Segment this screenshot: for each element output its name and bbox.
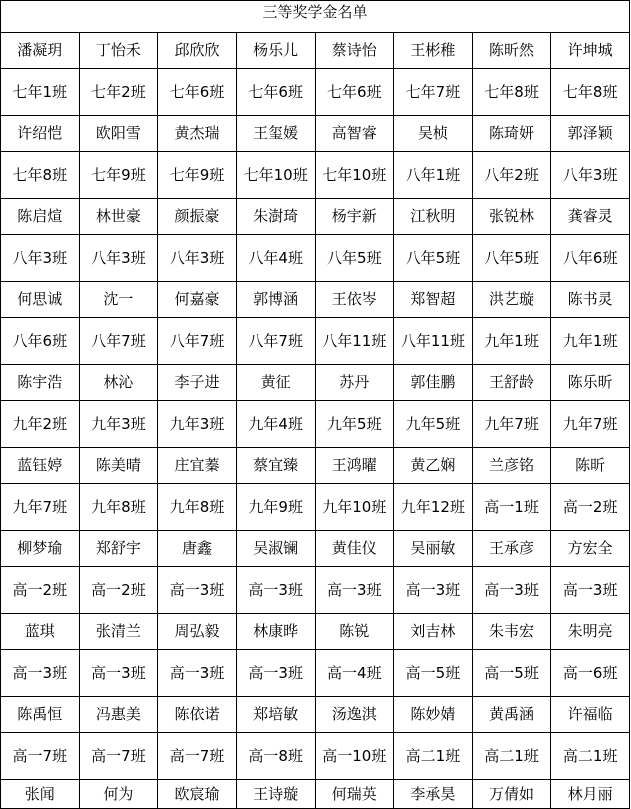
class-cell: 高一6班 <box>551 650 630 697</box>
class-cell: 高一8班 <box>236 733 315 780</box>
class-cell: 八年7班 <box>236 318 315 365</box>
name-row <box>1 448 630 484</box>
student-name-cell: 李承昊 <box>394 780 473 809</box>
class-cell: 九年5班 <box>315 401 394 448</box>
student-name-cell: 何思诚 <box>1 282 80 318</box>
student-name-cell: 何为 <box>79 780 158 809</box>
student-name-cell: 林沁 <box>79 365 158 401</box>
student-name-cell: 王玺媛 <box>236 116 315 152</box>
student-name-cell: 陈锐 <box>315 614 394 650</box>
name-row <box>1 116 630 152</box>
class-row <box>1 152 630 199</box>
name-row <box>1 531 630 567</box>
class-cell: 高一3班 <box>472 567 551 614</box>
class-cell: 七年8班 <box>551 69 630 116</box>
name-row <box>1 780 630 809</box>
class-cell: 七年7班 <box>394 69 473 116</box>
student-name-cell: 汤逸淇 <box>315 697 394 733</box>
class-cell: 七年6班 <box>236 69 315 116</box>
class-cell: 高一3班 <box>236 567 315 614</box>
student-name-cell: 陈昕 <box>551 448 630 484</box>
student-name-cell: 龚睿灵 <box>551 199 630 235</box>
class-cell: 高二1班 <box>472 733 551 780</box>
class-row <box>1 318 630 365</box>
student-name-cell: 庄宜蓁 <box>158 448 237 484</box>
student-name-cell: 陈乐昕 <box>551 365 630 401</box>
class-cell: 高一7班 <box>1 733 80 780</box>
class-cell: 九年3班 <box>158 401 237 448</box>
student-name-cell: 吴淑镧 <box>236 531 315 567</box>
class-cell: 七年9班 <box>158 152 237 199</box>
class-cell: 九年2班 <box>1 401 80 448</box>
student-name-cell: 何瑞英 <box>315 780 394 809</box>
class-cell: 高一5班 <box>472 650 551 697</box>
class-cell: 七年6班 <box>315 69 394 116</box>
class-cell: 高一7班 <box>79 733 158 780</box>
student-name-cell: 陈禹恒 <box>1 697 80 733</box>
student-name-cell: 颜振豪 <box>158 199 237 235</box>
class-cell: 高一10班 <box>315 733 394 780</box>
student-name-cell: 蔡诗怡 <box>315 33 394 69</box>
student-name-cell: 欧宸瑜 <box>158 780 237 809</box>
student-name-cell: 陈宇浩 <box>1 365 80 401</box>
class-cell: 高一2班 <box>551 484 630 531</box>
student-name-cell: 张锐林 <box>472 199 551 235</box>
class-cell: 高一3班 <box>236 650 315 697</box>
student-name-cell: 兰彦铭 <box>472 448 551 484</box>
student-name-cell: 方宏全 <box>551 531 630 567</box>
student-name-cell: 沈一 <box>79 282 158 318</box>
student-name-cell: 郭博涵 <box>236 282 315 318</box>
student-name-cell: 林世豪 <box>79 199 158 235</box>
student-name-cell: 王鸿曜 <box>315 448 394 484</box>
student-name-cell: 刘吉林 <box>394 614 473 650</box>
student-name-cell: 陈启煊 <box>1 199 80 235</box>
student-name-cell: 陈昕然 <box>472 33 551 69</box>
student-name-cell: 陈依诺 <box>158 697 237 733</box>
class-cell: 七年8班 <box>1 152 80 199</box>
student-name-cell: 吴丽敏 <box>394 531 473 567</box>
class-cell: 八年3班 <box>158 235 237 282</box>
class-cell: 高二1班 <box>394 733 473 780</box>
class-cell: 九年8班 <box>79 484 158 531</box>
table-body <box>1 1 630 809</box>
student-name-cell: 郑培敏 <box>236 697 315 733</box>
student-name-cell: 黄征 <box>236 365 315 401</box>
class-cell: 九年9班 <box>236 484 315 531</box>
student-name-cell: 许福临 <box>551 697 630 733</box>
title-row <box>1 1 630 33</box>
class-cell: 高一1班 <box>472 484 551 531</box>
class-cell: 八年6班 <box>1 318 80 365</box>
class-cell: 八年1班 <box>394 152 473 199</box>
student-name-cell: 许坤城 <box>551 33 630 69</box>
class-cell: 八年2班 <box>472 152 551 199</box>
student-name-cell: 王舒龄 <box>472 365 551 401</box>
name-row <box>1 199 630 235</box>
student-name-cell: 吴桢 <box>394 116 473 152</box>
student-name-cell: 洪艺璇 <box>472 282 551 318</box>
class-row <box>1 650 630 697</box>
student-name-cell: 欧阳雪 <box>79 116 158 152</box>
class-cell: 七年6班 <box>158 69 237 116</box>
student-name-cell: 蓝琪 <box>1 614 80 650</box>
student-name-cell: 蔡宜臻 <box>236 448 315 484</box>
student-name-cell: 林月丽 <box>551 780 630 809</box>
class-cell: 七年10班 <box>315 152 394 199</box>
class-cell: 九年7班 <box>551 401 630 448</box>
student-name-cell: 何嘉豪 <box>158 282 237 318</box>
class-cell: 高一3班 <box>79 650 158 697</box>
class-cell: 高一3班 <box>551 567 630 614</box>
class-cell: 九年1班 <box>551 318 630 365</box>
student-name-cell: 朱韦宏 <box>472 614 551 650</box>
student-name-cell: 苏丹 <box>315 365 394 401</box>
student-name-cell: 黄乙娴 <box>394 448 473 484</box>
class-cell: 高一7班 <box>158 733 237 780</box>
class-cell: 八年4班 <box>236 235 315 282</box>
class-cell: 高一5班 <box>394 650 473 697</box>
student-name-cell: 郑智超 <box>394 282 473 318</box>
class-cell: 八年3班 <box>1 235 80 282</box>
class-cell: 八年11班 <box>394 318 473 365</box>
student-name-cell: 柳梦瑜 <box>1 531 80 567</box>
table-title: 三等奖学金名单 <box>1 1 630 33</box>
class-row <box>1 567 630 614</box>
student-name-cell: 万倩如 <box>472 780 551 809</box>
student-name-cell: 黄佳仪 <box>315 531 394 567</box>
class-cell: 九年8班 <box>158 484 237 531</box>
student-name-cell: 朱澍琦 <box>236 199 315 235</box>
class-cell: 八年7班 <box>158 318 237 365</box>
class-cell: 高一3班 <box>394 567 473 614</box>
class-cell: 九年12班 <box>394 484 473 531</box>
class-cell: 高一2班 <box>79 567 158 614</box>
student-name-cell: 黄杰瑞 <box>158 116 237 152</box>
student-name-cell: 陈美晴 <box>79 448 158 484</box>
student-name-cell: 陈妙婧 <box>394 697 473 733</box>
name-row <box>1 614 630 650</box>
class-cell: 高二1班 <box>551 733 630 780</box>
class-cell: 九年1班 <box>472 318 551 365</box>
class-row <box>1 401 630 448</box>
student-name-cell: 唐鑫 <box>158 531 237 567</box>
class-cell: 八年11班 <box>315 318 394 365</box>
name-row <box>1 282 630 318</box>
class-cell: 八年3班 <box>79 235 158 282</box>
student-name-cell: 许绍恺 <box>1 116 80 152</box>
class-cell: 九年7班 <box>1 484 80 531</box>
class-cell: 九年4班 <box>236 401 315 448</box>
class-cell: 九年3班 <box>79 401 158 448</box>
student-name-cell: 冯惠美 <box>79 697 158 733</box>
name-row <box>1 365 630 401</box>
student-name-cell: 周弘毅 <box>158 614 237 650</box>
class-cell: 高一3班 <box>158 650 237 697</box>
student-name-cell: 郭泽颖 <box>551 116 630 152</box>
student-name-cell: 蓝钰婷 <box>1 448 80 484</box>
class-cell: 高一3班 <box>1 650 80 697</box>
class-cell: 八年7班 <box>79 318 158 365</box>
class-cell: 九年10班 <box>315 484 394 531</box>
class-cell: 七年10班 <box>236 152 315 199</box>
class-row <box>1 484 630 531</box>
student-name-cell: 朱明亮 <box>551 614 630 650</box>
student-name-cell: 杨乐儿 <box>236 33 315 69</box>
name-row <box>1 33 630 69</box>
student-name-cell: 林康晔 <box>236 614 315 650</box>
class-cell: 八年5班 <box>394 235 473 282</box>
student-name-cell: 王诗璇 <box>236 780 315 809</box>
class-cell: 八年6班 <box>551 235 630 282</box>
class-cell: 九年5班 <box>394 401 473 448</box>
student-name-cell: 郭佳鹏 <box>394 365 473 401</box>
class-cell: 七年8班 <box>472 69 551 116</box>
class-cell: 高一4班 <box>315 650 394 697</box>
student-name-cell: 王依岑 <box>315 282 394 318</box>
class-cell: 高一2班 <box>1 567 80 614</box>
class-cell: 八年5班 <box>315 235 394 282</box>
student-name-cell: 王彬稚 <box>394 33 473 69</box>
student-name-cell: 丁怡禾 <box>79 33 158 69</box>
student-name-cell: 江秋明 <box>394 199 473 235</box>
student-name-cell: 李子进 <box>158 365 237 401</box>
class-cell: 九年7班 <box>472 401 551 448</box>
class-cell: 高一3班 <box>315 567 394 614</box>
class-row <box>1 69 630 116</box>
student-name-cell: 郑舒宇 <box>79 531 158 567</box>
class-cell: 七年1班 <box>1 69 80 116</box>
student-name-cell: 邱欣欣 <box>158 33 237 69</box>
class-row <box>1 235 630 282</box>
name-row <box>1 697 630 733</box>
class-cell: 高一3班 <box>158 567 237 614</box>
student-name-cell: 张清兰 <box>79 614 158 650</box>
student-name-cell: 黄禹涵 <box>472 697 551 733</box>
class-cell: 七年2班 <box>79 69 158 116</box>
class-row <box>1 733 630 780</box>
student-name-cell: 陈琦妍 <box>472 116 551 152</box>
student-name-cell: 张闻 <box>1 780 80 809</box>
student-name-cell: 潘凝玥 <box>1 33 80 69</box>
student-name-cell: 高智睿 <box>315 116 394 152</box>
class-cell: 八年3班 <box>551 152 630 199</box>
class-cell: 七年9班 <box>79 152 158 199</box>
student-name-cell: 杨宇新 <box>315 199 394 235</box>
student-name-cell: 陈书灵 <box>551 282 630 318</box>
student-name-cell: 王承彦 <box>472 531 551 567</box>
class-cell: 八年5班 <box>472 235 551 282</box>
